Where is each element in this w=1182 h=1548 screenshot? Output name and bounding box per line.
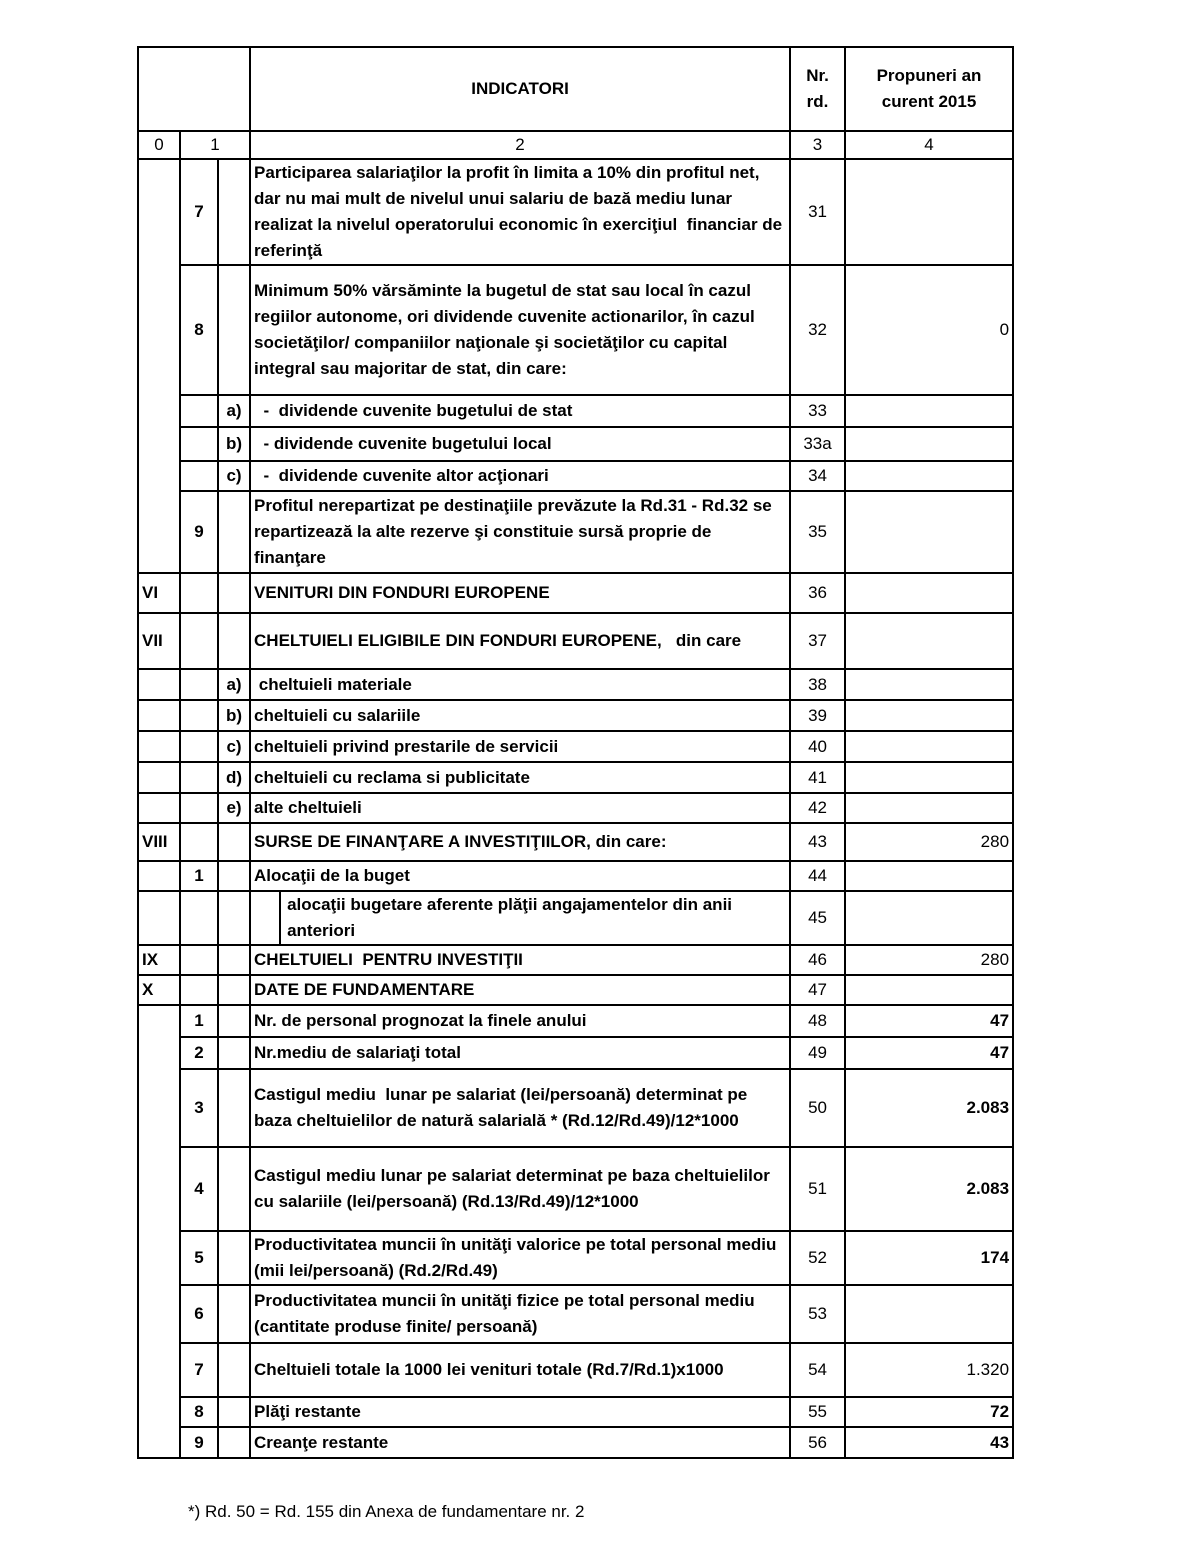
indicator-text: cheltuieli cu salariile xyxy=(250,700,790,731)
table-row xyxy=(138,762,1013,793)
row-number: 37 xyxy=(790,613,845,669)
value-cell xyxy=(845,762,1013,793)
indicator-text: Nr. de personal prognozat la finele anului xyxy=(250,1005,790,1037)
table-row xyxy=(138,491,1013,573)
number-cell xyxy=(180,762,218,793)
indicator-text: Castigul mediu lunar pe salariat (lei/persoană) determinat pe baza cheltuielilor de natură salarială * (Rd.12/Rd.49)/12*1000 xyxy=(250,1069,790,1147)
table-row xyxy=(138,793,1013,823)
indicator-text: - dividende cuvenite bugetului local xyxy=(250,427,790,461)
number-cell xyxy=(180,731,218,762)
indicator-text: SURSE DE FINANŢARE A INVESTIŢIILOR, din care: xyxy=(250,823,790,861)
table-row xyxy=(138,731,1013,762)
roman-cell: VI xyxy=(138,573,180,613)
indicator-text: cheltuieli cu reclama si publicitate xyxy=(250,762,790,793)
roman-cell xyxy=(138,762,180,793)
indicator-text: alte cheltuieli xyxy=(250,793,790,823)
indicator-text: Creanţe restante xyxy=(250,1427,790,1458)
value-cell: 280 xyxy=(845,945,1013,975)
row-number: 49 xyxy=(790,1037,845,1069)
row-number: 36 xyxy=(790,573,845,613)
row-number: 47 xyxy=(790,975,845,1005)
column-index-row xyxy=(138,131,1013,159)
index-4: 4 xyxy=(845,131,1013,159)
number-cell xyxy=(180,700,218,731)
letter-cell xyxy=(218,891,250,945)
number-cell: 9 xyxy=(180,1427,218,1458)
number-cell xyxy=(180,945,218,975)
letter-cell xyxy=(218,1343,250,1397)
indicator-text: - dividende cuvenite altor acţionari xyxy=(250,461,790,491)
number-cell xyxy=(180,891,218,945)
value-cell xyxy=(845,975,1013,1005)
value-cell xyxy=(845,700,1013,731)
roman-cell: X xyxy=(138,975,180,1005)
number-cell xyxy=(180,461,218,491)
table-row xyxy=(138,861,1013,891)
table-row xyxy=(138,395,1013,427)
row-number: 42 xyxy=(790,793,845,823)
table-row xyxy=(138,427,1013,461)
value-cell xyxy=(845,491,1013,573)
table-row xyxy=(138,613,1013,669)
letter-cell: a) xyxy=(218,395,250,427)
value-cell xyxy=(845,861,1013,891)
row-number: 51 xyxy=(790,1147,845,1231)
value-cell xyxy=(845,159,1013,265)
number-cell: 1 xyxy=(180,861,218,891)
table-row xyxy=(138,573,1013,613)
table-row xyxy=(138,265,1013,395)
table-row xyxy=(138,891,1013,945)
letter-cell: e) xyxy=(218,793,250,823)
letter-cell xyxy=(218,1069,250,1147)
indicator-text: Participarea salariaţilor la profit în limita a 10% din profitul net, dar nu mai mult de nivelul unui salariu de bază mediu lunar realizat la nivelul operatorului economic în exerciţiul financiar de referinţă xyxy=(250,159,790,265)
table-row xyxy=(138,159,1013,265)
number-cell xyxy=(180,573,218,613)
table-row xyxy=(138,1343,1013,1397)
indicator-text: Productivitatea muncii în unităţi valorice pe total personal mediu (mii lei/persoană) (Rd.2/Rd.49) xyxy=(250,1231,790,1285)
number-cell: 8 xyxy=(180,265,218,395)
number-cell xyxy=(180,395,218,427)
value-cell: 0 xyxy=(845,265,1013,395)
letter-cell: b) xyxy=(218,700,250,731)
letter-cell xyxy=(218,265,250,395)
row-number: 45 xyxy=(790,891,845,945)
number-cell xyxy=(180,613,218,669)
value-cell xyxy=(845,731,1013,762)
number-cell xyxy=(180,823,218,861)
number-cell: 7 xyxy=(180,159,218,265)
letter-cell xyxy=(218,613,250,669)
table-row xyxy=(138,975,1013,1005)
letter-cell xyxy=(218,1397,250,1427)
sub-indent-text: alocaţii bugetare aferente plăţii angajamentelor din anii anteriori xyxy=(287,895,733,940)
table-row xyxy=(138,1069,1013,1147)
number-cell: 6 xyxy=(180,1285,218,1343)
row-number: 34 xyxy=(790,461,845,491)
value-cell: 72 xyxy=(845,1397,1013,1427)
table-row xyxy=(138,1285,1013,1343)
index-1: 1 xyxy=(180,131,250,159)
header-row xyxy=(138,47,1013,131)
indicator-text: cheltuieli privind prestarile de servicii xyxy=(250,731,790,762)
indicator-text: VENITURI DIN FONDURI EUROPENE xyxy=(250,573,790,613)
table-row xyxy=(138,823,1013,861)
letter-cell: c) xyxy=(218,731,250,762)
value-cell: 47 xyxy=(845,1037,1013,1069)
roman-cell xyxy=(138,669,180,700)
value-cell xyxy=(845,793,1013,823)
letter-cell: d) xyxy=(218,762,250,793)
row-number: 54 xyxy=(790,1343,845,1397)
row-number: 46 xyxy=(790,945,845,975)
row-number: 55 xyxy=(790,1397,845,1427)
header-indicatori: INDICATORI xyxy=(250,47,790,131)
table-row xyxy=(138,1427,1013,1458)
letter-cell xyxy=(218,975,250,1005)
row-number: 53 xyxy=(790,1285,845,1343)
number-cell xyxy=(180,669,218,700)
row-number: 38 xyxy=(790,669,845,700)
indicator-text xyxy=(250,891,790,945)
letter-cell xyxy=(218,861,250,891)
row-number: 31 xyxy=(790,159,845,265)
sub-indent-bar xyxy=(250,891,281,944)
letter-cell xyxy=(218,1285,250,1343)
footnote: *) Rd. 50 = Rd. 155 din Anexa de fundamentare nr. 2 xyxy=(188,1502,585,1521)
index-2: 2 xyxy=(250,131,790,159)
value-cell xyxy=(845,573,1013,613)
row-number: 52 xyxy=(790,1231,845,1285)
number-cell: 5 xyxy=(180,1231,218,1285)
roman-cell: IX xyxy=(138,945,180,975)
header-nr-rd: Nr. rd. xyxy=(790,47,845,131)
value-cell: 2.083 xyxy=(845,1147,1013,1231)
value-cell xyxy=(845,669,1013,700)
table-row xyxy=(138,1147,1013,1231)
row-number: 33 xyxy=(790,395,845,427)
roman-cell: VII xyxy=(138,613,180,669)
indicators-table xyxy=(137,46,1014,1459)
letter-cell xyxy=(218,823,250,861)
index-0: 0 xyxy=(138,131,180,159)
letter-cell: a) xyxy=(218,669,250,700)
roman-cell xyxy=(138,700,180,731)
indicator-text: Cheltuieli totale la 1000 lei venituri totale (Rd.7/Rd.1)x1000 xyxy=(250,1343,790,1397)
table-row xyxy=(138,700,1013,731)
value-cell: 2.083 xyxy=(845,1069,1013,1147)
letter-cell xyxy=(218,1005,250,1037)
table-row xyxy=(138,945,1013,975)
indicator-text: CHELTUIELI PENTRU INVESTIŢII xyxy=(250,945,790,975)
row-number: 48 xyxy=(790,1005,845,1037)
value-cell xyxy=(845,891,1013,945)
letter-cell xyxy=(218,491,250,573)
row-number: 32 xyxy=(790,265,845,395)
row-number: 33a xyxy=(790,427,845,461)
value-cell xyxy=(845,613,1013,669)
index-3: 3 xyxy=(790,131,845,159)
number-cell xyxy=(180,975,218,1005)
table-row xyxy=(138,1037,1013,1069)
roman-cell xyxy=(138,1005,180,1458)
value-cell: 280 xyxy=(845,823,1013,861)
roman-cell xyxy=(138,891,180,945)
row-number: 40 xyxy=(790,731,845,762)
row-number: 41 xyxy=(790,762,845,793)
number-cell: 3 xyxy=(180,1069,218,1147)
value-cell xyxy=(845,427,1013,461)
row-number: 43 xyxy=(790,823,845,861)
number-cell: 2 xyxy=(180,1037,218,1069)
indicator-text: Productivitatea muncii în unităţi fizice pe total personal mediu (cantitate produse finite/ persoană) xyxy=(250,1285,790,1343)
number-cell: 1 xyxy=(180,1005,218,1037)
value-cell: 1.320 xyxy=(845,1343,1013,1397)
letter-cell: b) xyxy=(218,427,250,461)
number-cell: 9 xyxy=(180,491,218,573)
letter-cell xyxy=(218,945,250,975)
value-cell: 47 xyxy=(845,1005,1013,1037)
roman-cell xyxy=(138,793,180,823)
letter-cell xyxy=(218,1427,250,1458)
letter-cell xyxy=(218,573,250,613)
row-number: 50 xyxy=(790,1069,845,1147)
letter-cell: c) xyxy=(218,461,250,491)
indicator-text: Profitul nerepartizat pe destinaţiile prevăzute la Rd.31 - Rd.32 se repartizează la alte rezerve şi constituie sursă proprie de finanţare xyxy=(250,491,790,573)
number-cell: 7 xyxy=(180,1343,218,1397)
number-cell: 4 xyxy=(180,1147,218,1231)
row-number: 39 xyxy=(790,700,845,731)
table-row xyxy=(138,461,1013,491)
letter-cell xyxy=(218,1037,250,1069)
table-row xyxy=(138,669,1013,700)
indicator-text: - dividende cuvenite bugetului de stat xyxy=(250,395,790,427)
table-row xyxy=(138,1231,1013,1285)
indicator-text: Alocaţii de la buget xyxy=(250,861,790,891)
indicator-text: Nr.mediu de salariaţi total xyxy=(250,1037,790,1069)
indicator-text: Minimum 50% vărsăminte la bugetul de stat sau local în cazul regiilor autonome, ori dividende cuvenite actionarilor, în cazul societăţilor/ companiilor naţionale şi societăţilor cu capital integral sau majoritar de stat, din care: xyxy=(250,265,790,395)
sub-indent-wrapper xyxy=(251,892,789,944)
value-cell xyxy=(845,1285,1013,1343)
indicator-text: Plăţi restante xyxy=(250,1397,790,1427)
row-number: 56 xyxy=(790,1427,845,1458)
indicator-text: cheltuieli materiale xyxy=(250,669,790,700)
roman-cell: VIII xyxy=(138,823,180,861)
indicator-text: CHELTUIELI ELIGIBILE DIN FONDURI EUROPENE, din care xyxy=(250,613,790,669)
indicator-text: Castigul mediu lunar pe salariat determinat pe baza cheltuielilor cu salariile (lei/persoană) (Rd.13/Rd.49)/12*1000 xyxy=(250,1147,790,1231)
letter-cell xyxy=(218,1231,250,1285)
value-cell xyxy=(845,461,1013,491)
roman-cell xyxy=(138,159,180,573)
row-number: 35 xyxy=(790,491,845,573)
row-number: 44 xyxy=(790,861,845,891)
number-cell xyxy=(180,793,218,823)
roman-cell xyxy=(138,861,180,891)
number-cell xyxy=(180,427,218,461)
letter-cell xyxy=(218,159,250,265)
letter-cell xyxy=(218,1147,250,1231)
table-row xyxy=(138,1397,1013,1427)
roman-cell xyxy=(138,731,180,762)
header-propuneri: Propuneri an curent 2015 xyxy=(845,47,1013,131)
value-cell: 174 xyxy=(845,1231,1013,1285)
header-blank xyxy=(138,47,250,131)
table-row xyxy=(138,1005,1013,1037)
value-cell: 43 xyxy=(845,1427,1013,1458)
number-cell: 8 xyxy=(180,1397,218,1427)
value-cell xyxy=(845,395,1013,427)
indicator-text: DATE DE FUNDAMENTARE xyxy=(250,975,790,1005)
